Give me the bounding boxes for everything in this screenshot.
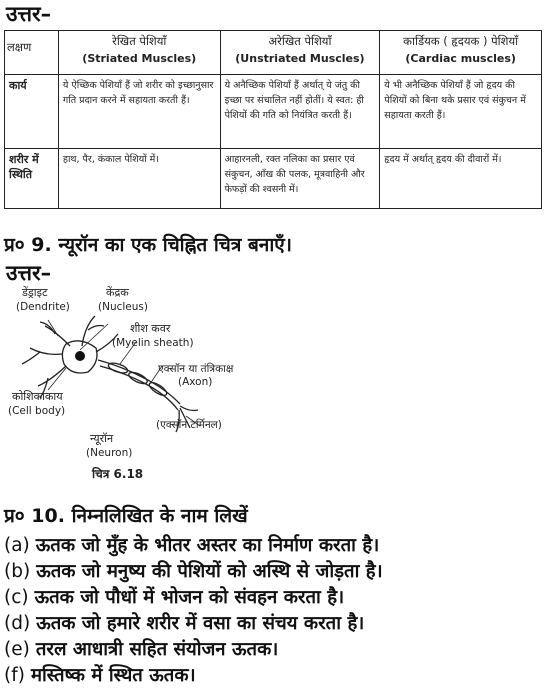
header-feature: लक्षण bbox=[5, 31, 59, 75]
answer-heading-2: उत्तर– bbox=[6, 261, 52, 285]
header-cardiac: कार्डियक ( हृदयक ) पेशियाँ (Cardiac muscles) bbox=[380, 31, 542, 75]
svg-text:(Myelin sheath): (Myelin sheath) bbox=[112, 337, 194, 349]
list-item: (c) ऊतक जो पौधों में भोजन को संवहन करता है। bbox=[4, 587, 345, 608]
question-9: प्र० 9. न्यूरॉन का एक चिह्नित चित्र बनाएँ। bbox=[4, 234, 292, 256]
table-cell: ये भी अनैच्छिक पेशियाँ हैं जो हृदय की पेशियों को बिना थके प्रसार एवं संकुचन में सहायता करती हैं। bbox=[380, 75, 542, 149]
list-item: (d) ऊतक जो हमारे शरीर में वसा का संचय करता है। bbox=[4, 613, 365, 634]
list-item: (a) ऊतक जो मुँह के भीतर अस्तर का निर्माण करता है। bbox=[4, 535, 380, 556]
header-unstriated: अरेखित पेशियाँ (Unstriated Muscles) bbox=[220, 31, 380, 75]
list-item: (e) तरल आधात्री सहित संयोजन ऊतक। bbox=[4, 639, 279, 660]
svg-text:डेंड्राइट: डेंड्राइट bbox=[22, 286, 48, 299]
svg-text:कोशिकाकाय: कोशिकाकाय bbox=[12, 390, 63, 403]
svg-text:चित्र 6.18: चित्र 6.18 bbox=[92, 467, 144, 481]
table-row bbox=[5, 149, 542, 209]
list-item: (b) ऊतक जो मनुष्य की पेशियों को अस्थि से जोड़ता है। bbox=[4, 561, 383, 582]
svg-text:(एक्सॉन टर्मिनल): (एक्सॉन टर्मिनल) bbox=[156, 419, 222, 431]
svg-text:(Dendrite): (Dendrite) bbox=[16, 301, 70, 313]
svg-text:(Axon): (Axon) bbox=[178, 376, 213, 388]
table-cell: ये अनैच्छिक पेशियाँ हैं अर्थात् ये जंतु की इच्छा पर संचालित नहीं होतीं। ये स्वत: ही पेशियों की गति को नियंत्रित करती हैं। bbox=[220, 75, 380, 149]
header-striated: रेखित पेशियाँ (Striated Muscles) bbox=[58, 31, 220, 75]
table-row bbox=[5, 75, 542, 149]
svg-text:केंद्रक: केंद्रक bbox=[106, 286, 129, 299]
table-cell: आहारनली, रक्त नलिका का प्रसार एवं संकुचन, आँख की पलक, मूत्रवाहिनी और फेफड़ों की श्वसनी में। bbox=[220, 149, 380, 209]
table-cell: हाथ, पैर, कंकाल पेशियों में। bbox=[58, 149, 220, 209]
table-cell: हृदय में अर्थात् हृदय की दीवारों में। bbox=[380, 149, 542, 209]
svg-text:(Nucleus): (Nucleus) bbox=[98, 301, 148, 313]
table-header-row bbox=[5, 31, 542, 75]
table-cell: ये ऐच्छिक पेशियाँ हैं जो शरीर को इच्छानुसार गति प्रदान करने में सहायता करती हैं। bbox=[58, 75, 220, 149]
list-item: (f) मस्तिष्क में स्थित ऊतक। bbox=[4, 665, 196, 686]
muscle-comparison-table bbox=[4, 30, 542, 209]
svg-text:एक्सॉन या तंत्रिकाक्ष: एक्सॉन या तंत्रिकाक्ष bbox=[158, 363, 234, 375]
svg-text:(Neuron): (Neuron) bbox=[86, 447, 133, 459]
svg-text:(Cell body): (Cell body) bbox=[8, 405, 66, 417]
neuron-diagram bbox=[0, 286, 250, 506]
svg-text:शीश कवर: शीश कवर bbox=[130, 322, 171, 335]
svg-text:न्यूरॉन: न्यूरॉन bbox=[90, 432, 114, 445]
row-label: शरीर में स्थिति bbox=[5, 149, 59, 209]
answer-heading: उत्तर– bbox=[6, 2, 52, 26]
row-label: कार्य bbox=[5, 75, 59, 149]
nucleus-dot bbox=[75, 351, 85, 361]
question-10: प्र० 10. निम्नलिखित के नाम लिखें bbox=[4, 505, 248, 527]
